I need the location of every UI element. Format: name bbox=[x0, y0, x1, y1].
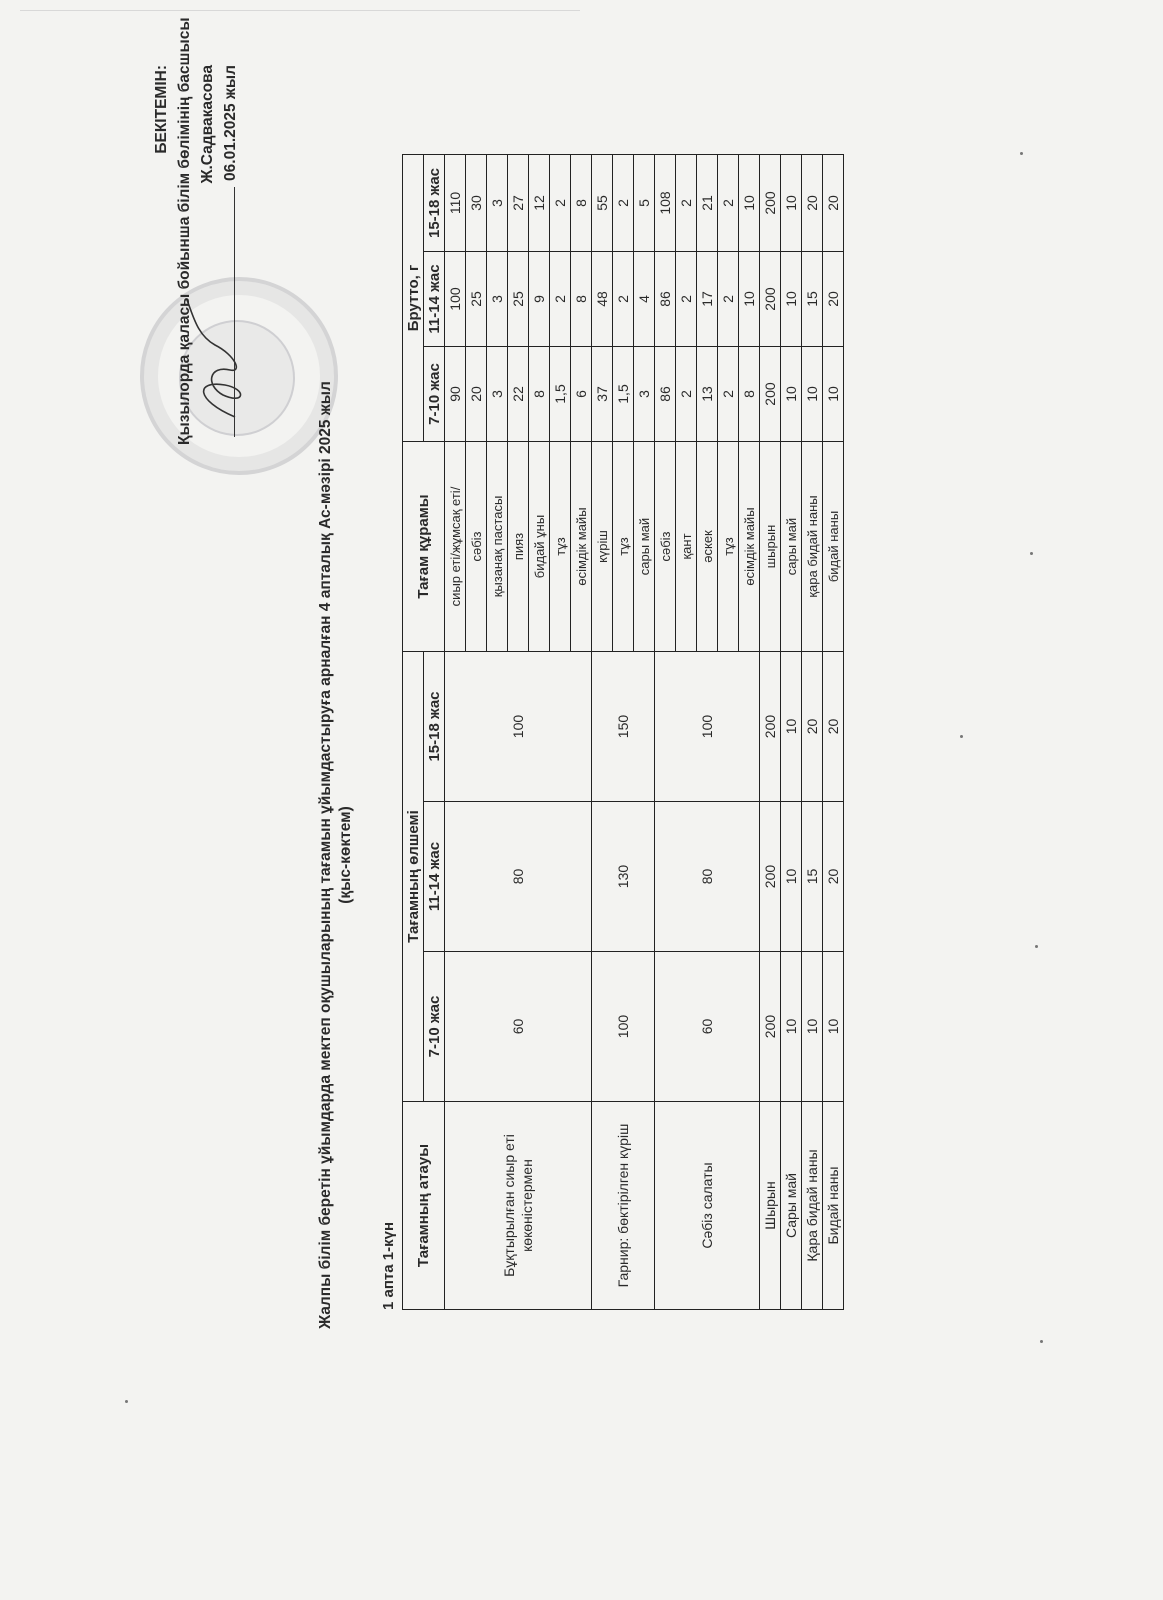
approval-block bbox=[150, 17, 242, 445]
gross-cell: 10 bbox=[781, 252, 802, 347]
portion-cell: 100 bbox=[655, 652, 760, 802]
gross-cell: 10 bbox=[781, 154, 802, 251]
portion-cell: 80 bbox=[655, 802, 760, 952]
gross-cell: 200 bbox=[760, 347, 781, 442]
table-row bbox=[445, 154, 466, 1309]
portion-cell: 80 bbox=[445, 802, 592, 952]
gross-cell: 2 bbox=[613, 252, 634, 347]
header-gross: Брутто, г bbox=[403, 154, 424, 441]
gross-cell: 86 bbox=[655, 252, 676, 347]
gross-cell: 21 bbox=[697, 154, 718, 251]
portion-cell: 100 bbox=[445, 652, 592, 802]
gross-cell: 2 bbox=[718, 154, 739, 251]
gross-cell: 8 bbox=[529, 347, 550, 442]
gross-cell: 10 bbox=[739, 252, 760, 347]
ingredient-cell: пияз bbox=[508, 442, 529, 652]
header-portion-age-11-14: 11-14 жас bbox=[424, 802, 445, 952]
menu-sheet bbox=[0, 15, 1160, 1455]
gross-cell: 2 bbox=[676, 252, 697, 347]
header-portion: Тағамның өлшемі bbox=[403, 652, 424, 1102]
gross-cell: 90 bbox=[445, 347, 466, 442]
portion-cell: 60 bbox=[445, 952, 592, 1102]
gross-cell: 25 bbox=[466, 252, 487, 347]
portion-cell: 10 bbox=[802, 952, 823, 1102]
portion-cell: 200 bbox=[760, 802, 781, 952]
ingredient-cell: күріш bbox=[592, 442, 613, 652]
gross-cell: 5 bbox=[634, 154, 655, 251]
menu-table-body bbox=[445, 154, 844, 1309]
dish-name-cell: Бұқтырылған сиыр еті көкөністермен bbox=[445, 1102, 592, 1310]
header-dish-name: Тағамның атауы bbox=[403, 1102, 445, 1310]
gross-cell: 20 bbox=[802, 154, 823, 251]
ingredient-cell: әскек bbox=[697, 442, 718, 652]
gross-cell: 4 bbox=[634, 252, 655, 347]
ingredient-cell: сиыр еті/жұмсақ еті/ bbox=[445, 442, 466, 652]
gross-cell: 1,5 bbox=[613, 347, 634, 442]
table-row bbox=[760, 154, 781, 1309]
gross-cell: 9 bbox=[529, 252, 550, 347]
gross-cell: 2 bbox=[550, 154, 571, 251]
portion-cell: 100 bbox=[592, 952, 655, 1102]
table-row bbox=[655, 154, 676, 1309]
gross-cell: 2 bbox=[613, 154, 634, 251]
gross-cell: 10 bbox=[823, 347, 844, 442]
table-row bbox=[823, 154, 844, 1309]
ingredient-cell: қызанақ пастасы bbox=[487, 442, 508, 652]
portion-cell: 130 bbox=[592, 802, 655, 952]
portion-cell: 15 bbox=[802, 802, 823, 952]
header-gross-age-15-18: 15-18 жас bbox=[424, 154, 445, 251]
gross-cell: 20 bbox=[823, 154, 844, 251]
ingredient-cell: өсімдік майы bbox=[571, 442, 592, 652]
table-row bbox=[592, 154, 613, 1309]
portion-cell: 200 bbox=[760, 952, 781, 1102]
document-subtitle: (қыс-көктем) bbox=[337, 806, 354, 904]
gross-cell: 10 bbox=[739, 154, 760, 251]
ingredient-cell: шырын bbox=[760, 442, 781, 652]
ingredient-cell: тұз bbox=[550, 442, 571, 652]
table-row bbox=[802, 154, 823, 1309]
approval-heading: БЕКІТЕМІН: bbox=[153, 65, 170, 154]
gross-cell: 2 bbox=[718, 347, 739, 442]
gross-cell: 200 bbox=[760, 252, 781, 347]
gross-cell: 3 bbox=[634, 347, 655, 442]
day-label: 1 апта 1-күн bbox=[380, 1221, 397, 1310]
gross-cell: 22 bbox=[508, 347, 529, 442]
scan-top-edge bbox=[20, 10, 580, 11]
gross-cell: 86 bbox=[655, 347, 676, 442]
dish-name-cell: Қара бидай наны bbox=[802, 1102, 823, 1310]
gross-cell: 55 bbox=[592, 154, 613, 251]
gross-cell: 8 bbox=[571, 252, 592, 347]
approval-date-line bbox=[219, 65, 242, 445]
approval-position: Қызылорда қаласы бойынша білім бөлімінің басшысы bbox=[176, 17, 193, 445]
portion-cell: 20 bbox=[823, 802, 844, 952]
ingredient-cell: өсімдік майы bbox=[739, 442, 760, 652]
portion-cell: 150 bbox=[592, 652, 655, 802]
ingredient-cell: бидай ұны bbox=[529, 442, 550, 652]
gross-cell: 8 bbox=[571, 154, 592, 251]
gross-cell: 6 bbox=[571, 347, 592, 442]
gross-cell: 2 bbox=[676, 347, 697, 442]
gross-cell: 20 bbox=[823, 252, 844, 347]
menu-table bbox=[402, 154, 844, 1310]
portion-cell: 10 bbox=[781, 802, 802, 952]
dish-name-cell: Бидай наны bbox=[823, 1102, 844, 1310]
ingredient-cell: сары май bbox=[634, 442, 655, 652]
gross-cell: 3 bbox=[487, 154, 508, 251]
gross-cell: 108 bbox=[655, 154, 676, 251]
ingredient-cell: тұз bbox=[718, 442, 739, 652]
dish-name-cell: Гарнир: бөктірілген күріш bbox=[592, 1102, 655, 1310]
gross-cell: 3 bbox=[487, 252, 508, 347]
gross-cell: 200 bbox=[760, 154, 781, 251]
gross-cell: 15 bbox=[802, 252, 823, 347]
gross-cell: 30 bbox=[466, 154, 487, 251]
gross-cell: 2 bbox=[718, 252, 739, 347]
gross-cell: 25 bbox=[508, 252, 529, 347]
table-row bbox=[781, 154, 802, 1309]
ingredient-cell: сары май bbox=[781, 442, 802, 652]
ingredient-cell: қара бидай наны bbox=[802, 442, 823, 652]
header-composition: Тағам құрамы bbox=[403, 442, 445, 652]
gross-cell: 20 bbox=[466, 347, 487, 442]
gross-cell: 10 bbox=[781, 347, 802, 442]
header-gross-age-7-10: 7-10 жас bbox=[424, 347, 445, 442]
gross-cell: 8 bbox=[739, 347, 760, 442]
portion-cell: 60 bbox=[655, 952, 760, 1102]
gross-cell: 12 bbox=[529, 154, 550, 251]
ingredient-cell: бидай наны bbox=[823, 442, 844, 652]
portion-cell: 20 bbox=[823, 652, 844, 802]
approval-name: Ж.Садвакасова bbox=[199, 65, 216, 184]
portion-cell: 20 bbox=[802, 652, 823, 802]
gross-cell: 100 bbox=[445, 252, 466, 347]
document-title-block bbox=[316, 265, 356, 1445]
portion-cell: 200 bbox=[760, 652, 781, 802]
approval-date: 06.01.2025 жыл bbox=[222, 65, 239, 181]
gross-cell: 110 bbox=[445, 154, 466, 251]
header-gross-age-11-14: 11-14 жас bbox=[424, 252, 445, 347]
dish-name-cell: Сары май bbox=[781, 1102, 802, 1310]
signature-line bbox=[220, 187, 235, 437]
dish-name-cell: Шырын bbox=[760, 1102, 781, 1310]
document-title: Жалпы білім беретін ұйымдарда мектеп оқушыларының тағамын ұйымдастыруға арналған 4 апталық Ас-мәзірі 2025 жыл bbox=[317, 381, 334, 1329]
portion-cell: 10 bbox=[781, 652, 802, 802]
gross-cell: 13 bbox=[697, 347, 718, 442]
gross-cell: 48 bbox=[592, 252, 613, 347]
gross-cell: 17 bbox=[697, 252, 718, 347]
gross-cell: 2 bbox=[550, 252, 571, 347]
gross-cell: 10 bbox=[802, 347, 823, 442]
ingredient-cell: сәбіз bbox=[466, 442, 487, 652]
ingredient-cell: сәбіз bbox=[655, 442, 676, 652]
gross-cell: 2 bbox=[676, 154, 697, 251]
header-portion-age-15-18: 15-18 жас bbox=[424, 652, 445, 802]
ingredient-cell: тұз bbox=[613, 442, 634, 652]
gross-cell: 37 bbox=[592, 347, 613, 442]
portion-cell: 10 bbox=[823, 952, 844, 1102]
gross-cell: 1,5 bbox=[550, 347, 571, 442]
header-portion-age-7-10: 7-10 жас bbox=[424, 952, 445, 1102]
portion-cell: 10 bbox=[781, 952, 802, 1102]
ingredient-cell: қант bbox=[676, 442, 697, 652]
gross-cell: 3 bbox=[487, 347, 508, 442]
gross-cell: 27 bbox=[508, 154, 529, 251]
dish-name-cell: Сәбіз салаты bbox=[655, 1102, 760, 1310]
